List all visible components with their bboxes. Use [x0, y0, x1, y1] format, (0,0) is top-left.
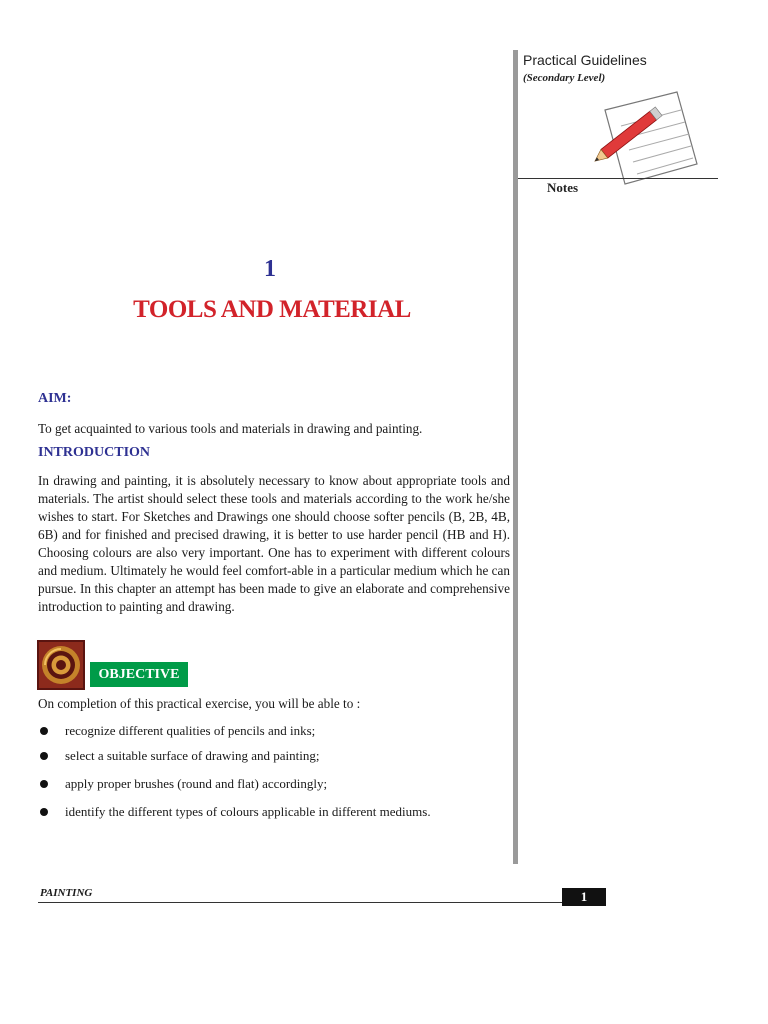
bullet-icon: [40, 780, 48, 788]
list-item-text: select a suitable surface of drawing and painting;: [65, 748, 320, 763]
introduction-text: In drawing and painting, it is absolutely necessary to know about appropriate tools and materials. The artist should select these tools and materials according to the work he/she wishes to start. For Sketches and Drawings one should choose softer pencils (B, 2B, 4B, 6B) and for finished and precised drawing, it is better to use harder pencil (HB and H). Choosing colours are also very important. One has to experiment with different colours and medium. Ultimately he would feel comfort-able in a particular medium which he can pursue. In this chapter an attempt has been made to give an elaborate and comprehensive introduction to painting and drawing.: [38, 473, 510, 614]
aim-heading: AIM:: [38, 391, 72, 406]
notes-rule: [518, 178, 718, 179]
aim-text: To get acquainted to various tools and materials in drawing and painting.: [38, 421, 423, 436]
page-number: 1: [562, 888, 606, 906]
list-item-text: apply proper brushes (round and flat) accordingly;: [65, 776, 328, 791]
objective-target-icon: [37, 640, 85, 690]
objective-lead: On completion of this practical exercise, you will be able to :: [38, 696, 361, 711]
bullet-icon: [40, 808, 48, 816]
sidebar-title: Practical Guidelines: [523, 52, 647, 68]
list-item-text: identify the different types of colours applicable in different mediums.: [65, 804, 431, 819]
list-item-text: recognize different qualities of pencils and inks;: [65, 723, 316, 738]
notes-pencil-icon: [585, 88, 705, 188]
introduction-heading: INTRODUCTION: [38, 445, 151, 460]
footer-subject: PAINTING: [40, 887, 93, 899]
bullet-icon: [40, 752, 48, 760]
margin-divider: [513, 50, 518, 864]
notes-label: Notes: [547, 180, 579, 195]
bullet-icon: [40, 727, 48, 735]
sidebar-subtitle: (Secondary Level): [523, 72, 606, 84]
chapter-title: TOOLS AND MATERIAL: [133, 296, 411, 323]
objective-badge: OBJECTIVE: [90, 662, 188, 687]
chapter-number: 1: [264, 256, 276, 282]
footer-rule: [38, 902, 562, 903]
